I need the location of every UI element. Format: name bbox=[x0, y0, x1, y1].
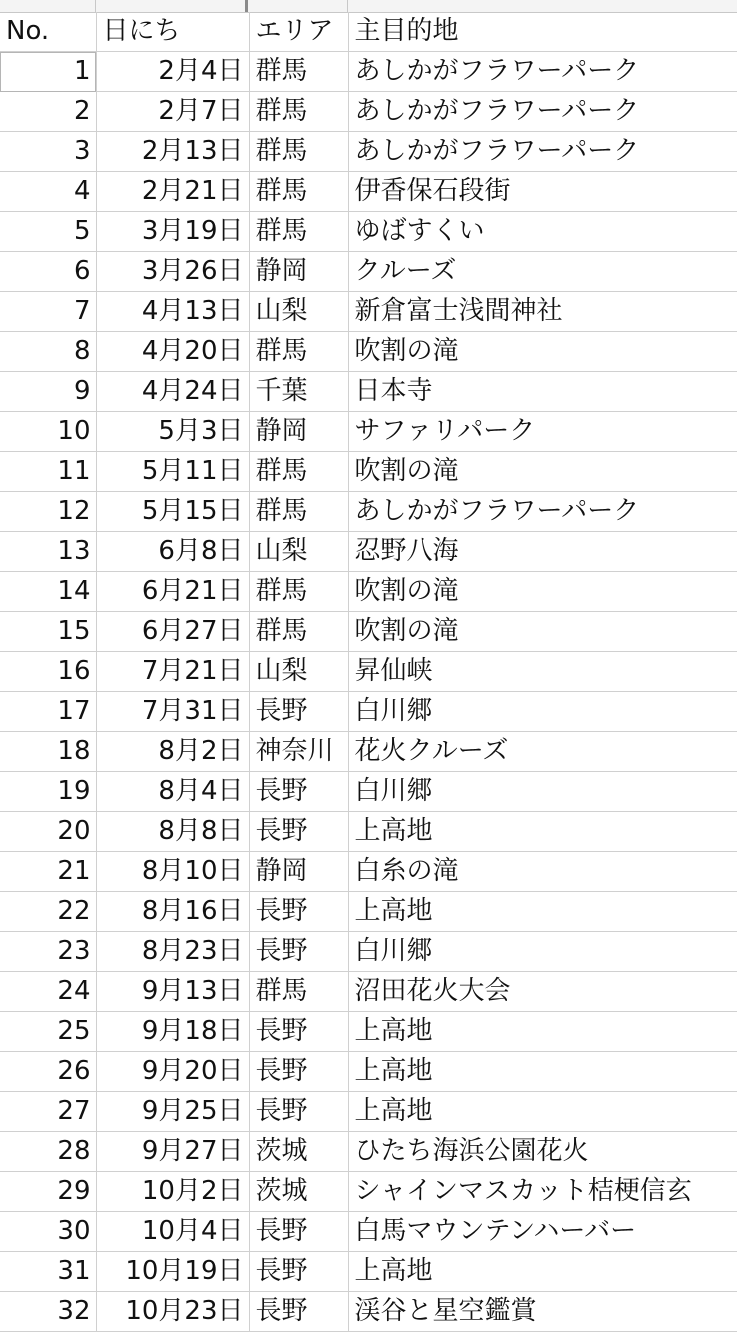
cell-destination[interactable]: 日本寺 bbox=[348, 372, 737, 412]
cell-no[interactable]: 5 bbox=[0, 212, 96, 252]
cell-no[interactable]: 17 bbox=[0, 692, 96, 732]
cell-date[interactable]: 8月4日 bbox=[96, 772, 249, 812]
table-row bbox=[0, 1012, 737, 1052]
cell-date[interactable]: 9月20日 bbox=[96, 1052, 249, 1092]
cell-no[interactable]: 24 bbox=[0, 972, 96, 1012]
cell-date[interactable]: 2月13日 bbox=[96, 132, 249, 172]
cell-no[interactable]: 4 bbox=[0, 172, 96, 212]
table-row bbox=[0, 612, 737, 652]
cell-date[interactable]: 3月26日 bbox=[96, 252, 249, 292]
cell-area[interactable]: 長野 bbox=[249, 1092, 348, 1132]
table-row bbox=[0, 372, 737, 412]
table-row bbox=[0, 332, 737, 372]
header-cell-area[interactable]: エリア bbox=[249, 12, 348, 52]
cell-area[interactable]: 神奈川 bbox=[249, 732, 348, 772]
cell-no[interactable]: 19 bbox=[0, 772, 96, 812]
cell-date[interactable]: 7月31日 bbox=[96, 692, 249, 732]
cell-no[interactable]: 11 bbox=[0, 452, 96, 492]
cell-destination[interactable]: クルーズ bbox=[348, 252, 737, 292]
cell-no[interactable]: 21 bbox=[0, 852, 96, 892]
cell-date[interactable]: 4月20日 bbox=[96, 332, 249, 372]
cell-area[interactable]: 長野 bbox=[249, 1292, 348, 1332]
data-table bbox=[0, 12, 737, 1332]
cell-destination[interactable]: 上高地 bbox=[348, 1012, 737, 1052]
cell-date[interactable]: 10月23日 bbox=[96, 1292, 249, 1332]
table-row bbox=[0, 1252, 737, 1292]
cell-no[interactable]: 22 bbox=[0, 892, 96, 932]
table-row bbox=[0, 1092, 737, 1132]
table-row bbox=[0, 532, 737, 572]
cell-no[interactable]: 12 bbox=[0, 492, 96, 532]
cell-no[interactable]: 28 bbox=[0, 1132, 96, 1172]
cell-no[interactable]: 32 bbox=[0, 1292, 96, 1332]
cell-area[interactable]: 群馬 bbox=[249, 132, 348, 172]
table-row bbox=[0, 1212, 737, 1252]
cell-date[interactable]: 8月2日 bbox=[96, 732, 249, 772]
cell-destination[interactable]: 忍野八海 bbox=[348, 532, 737, 572]
table-row bbox=[0, 132, 737, 172]
cell-destination[interactable]: 伊香保石段街 bbox=[348, 172, 737, 212]
table-row bbox=[0, 812, 737, 852]
cell-no[interactable]: 27 bbox=[0, 1092, 96, 1132]
cell-destination[interactable]: 花火クルーズ bbox=[348, 732, 737, 772]
cell-date[interactable]: 2月21日 bbox=[96, 172, 249, 212]
table-row bbox=[0, 172, 737, 212]
cell-date[interactable]: 8月10日 bbox=[96, 852, 249, 892]
cell-area[interactable]: 静岡 bbox=[249, 252, 348, 292]
cell-no[interactable]: 2 bbox=[0, 92, 96, 132]
cell-no[interactable]: 14 bbox=[0, 572, 96, 612]
cell-no[interactable]: 10 bbox=[0, 412, 96, 452]
cell-date[interactable]: 10月2日 bbox=[96, 1172, 249, 1212]
cell-destination[interactable]: 吹割の滝 bbox=[348, 452, 737, 492]
table-row bbox=[0, 1172, 737, 1212]
cell-destination[interactable]: 白川郷 bbox=[348, 692, 737, 732]
cell-no[interactable]: 25 bbox=[0, 1012, 96, 1052]
cell-no[interactable]: 8 bbox=[0, 332, 96, 372]
cell-date[interactable]: 9月13日 bbox=[96, 972, 249, 1012]
header-cell-date[interactable]: 日にち bbox=[96, 12, 249, 52]
cell-no[interactable]: 16 bbox=[0, 652, 96, 692]
cell-area[interactable]: 山梨 bbox=[249, 532, 348, 572]
table-row bbox=[0, 652, 737, 692]
cell-destination[interactable]: あしかがフラワーパーク bbox=[348, 52, 737, 92]
cell-date[interactable]: 6月21日 bbox=[96, 572, 249, 612]
cell-date[interactable]: 2月7日 bbox=[96, 92, 249, 132]
cell-destination[interactable]: サファリパーク bbox=[348, 412, 737, 452]
cell-area[interactable]: 群馬 bbox=[249, 172, 348, 212]
cell-date[interactable]: 8月8日 bbox=[96, 812, 249, 852]
cell-no[interactable]: 23 bbox=[0, 932, 96, 972]
cell-area[interactable]: 長野 bbox=[249, 812, 348, 852]
cell-date[interactable]: 10月4日 bbox=[96, 1212, 249, 1252]
column-divider[interactable] bbox=[347, 0, 348, 12]
cell-no[interactable]: 13 bbox=[0, 532, 96, 572]
cell-no[interactable]: 7 bbox=[0, 292, 96, 332]
cell-destination[interactable]: 吹割の滝 bbox=[348, 572, 737, 612]
table-row bbox=[0, 1052, 737, 1092]
cell-destination[interactable]: 吹割の滝 bbox=[348, 612, 737, 652]
table-row bbox=[0, 52, 737, 92]
table-row bbox=[0, 92, 737, 132]
cell-date[interactable]: 2月4日 bbox=[96, 52, 249, 92]
cell-area[interactable]: 長野 bbox=[249, 692, 348, 732]
cell-destination[interactable]: 白糸の滝 bbox=[348, 852, 737, 892]
cell-no[interactable]: 20 bbox=[0, 812, 96, 852]
cell-area[interactable]: 群馬 bbox=[249, 52, 348, 92]
table-row bbox=[0, 1292, 737, 1332]
cell-destination[interactable]: 白川郷 bbox=[348, 932, 737, 972]
cell-area[interactable]: 群馬 bbox=[249, 492, 348, 532]
cell-area[interactable]: 千葉 bbox=[249, 372, 348, 412]
table-body bbox=[0, 12, 737, 1332]
cell-no[interactable]: 18 bbox=[0, 732, 96, 772]
cell-no[interactable]: 29 bbox=[0, 1172, 96, 1212]
table-row bbox=[0, 252, 737, 292]
cell-destination[interactable]: あしかがフラワーパーク bbox=[348, 92, 737, 132]
cell-date[interactable]: 9月18日 bbox=[96, 1012, 249, 1052]
cell-area[interactable]: 長野 bbox=[249, 1052, 348, 1092]
cell-no[interactable]: 1 bbox=[0, 52, 96, 92]
table-row bbox=[0, 292, 737, 332]
cell-area[interactable]: 静岡 bbox=[249, 412, 348, 452]
table-row bbox=[0, 732, 737, 772]
cell-area[interactable]: 群馬 bbox=[249, 572, 348, 612]
cell-date[interactable]: 9月25日 bbox=[96, 1092, 249, 1132]
cell-date[interactable]: 8月23日 bbox=[96, 932, 249, 972]
cell-area[interactable]: 長野 bbox=[249, 1012, 348, 1052]
cell-area[interactable]: 長野 bbox=[249, 932, 348, 972]
table-row bbox=[0, 212, 737, 252]
cell-area[interactable]: 長野 bbox=[249, 892, 348, 932]
cell-date[interactable]: 3月19日 bbox=[96, 212, 249, 252]
table-row bbox=[0, 1132, 737, 1172]
cell-destination[interactable]: 上高地 bbox=[348, 812, 737, 852]
cell-destination[interactable]: ひたち海浜公園花火 bbox=[348, 1132, 737, 1172]
cell-date[interactable]: 10月19日 bbox=[96, 1252, 249, 1292]
table-row bbox=[0, 892, 737, 932]
cell-area[interactable]: 茨城 bbox=[249, 1132, 348, 1172]
cell-area[interactable]: 群馬 bbox=[249, 332, 348, 372]
cell-no[interactable]: 3 bbox=[0, 132, 96, 172]
cell-no[interactable]: 26 bbox=[0, 1052, 96, 1092]
table-row bbox=[0, 972, 737, 1012]
cell-destination[interactable]: 白川郷 bbox=[348, 772, 737, 812]
cell-area[interactable]: 長野 bbox=[249, 1252, 348, 1292]
cell-date[interactable]: 5月3日 bbox=[96, 412, 249, 452]
cell-no[interactable]: 15 bbox=[0, 612, 96, 652]
cell-destination[interactable]: 新倉富士浅間神社 bbox=[348, 292, 737, 332]
table-row bbox=[0, 452, 737, 492]
cell-destination[interactable]: ゆばすくい bbox=[348, 212, 737, 252]
cell-destination[interactable]: 白馬マウンテンハーバー bbox=[348, 1212, 737, 1252]
cell-area[interactable]: 山梨 bbox=[249, 652, 348, 692]
column-resize-handle[interactable] bbox=[245, 0, 248, 12]
cell-date[interactable]: 5月15日 bbox=[96, 492, 249, 532]
header-cell-no[interactable]: No. bbox=[0, 12, 96, 52]
table-row bbox=[0, 932, 737, 972]
cell-destination[interactable]: シャインマスカット桔梗信玄 bbox=[348, 1172, 737, 1212]
cell-destination[interactable]: あしかがフラワーパーク bbox=[348, 132, 737, 172]
table-row bbox=[0, 412, 737, 452]
column-divider[interactable] bbox=[95, 0, 96, 12]
cell-no[interactable]: 30 bbox=[0, 1212, 96, 1252]
cell-destination[interactable]: 上高地 bbox=[348, 1092, 737, 1132]
cell-destination[interactable]: 沼田花火大会 bbox=[348, 972, 737, 1012]
table-row bbox=[0, 572, 737, 612]
cell-date[interactable]: 6月8日 bbox=[96, 532, 249, 572]
cell-date[interactable]: 4月24日 bbox=[96, 372, 249, 412]
header-cell-destination[interactable]: 主目的地 bbox=[348, 12, 737, 52]
header-row bbox=[0, 12, 737, 52]
cell-area[interactable]: 群馬 bbox=[249, 452, 348, 492]
cell-no[interactable]: 6 bbox=[0, 252, 96, 292]
cell-destination[interactable]: 昇仙峡 bbox=[348, 652, 737, 692]
cell-area[interactable]: 群馬 bbox=[249, 972, 348, 1012]
table-row bbox=[0, 772, 737, 812]
cell-date[interactable]: 6月27日 bbox=[96, 612, 249, 652]
cell-area[interactable]: 茨城 bbox=[249, 1172, 348, 1212]
cell-date[interactable]: 7月21日 bbox=[96, 652, 249, 692]
cell-area[interactable]: 静岡 bbox=[249, 852, 348, 892]
table-row bbox=[0, 852, 737, 892]
cell-date[interactable]: 9月27日 bbox=[96, 1132, 249, 1172]
cell-destination[interactable]: 渓谷と星空鑑賞 bbox=[348, 1292, 737, 1332]
cell-area[interactable]: 群馬 bbox=[249, 92, 348, 132]
cell-no[interactable]: 9 bbox=[0, 372, 96, 412]
cell-destination[interactable]: あしかがフラワーパーク bbox=[348, 492, 737, 532]
cell-area[interactable]: 山梨 bbox=[249, 292, 348, 332]
table-row bbox=[0, 692, 737, 732]
cell-destination[interactable]: 吹割の滝 bbox=[348, 332, 737, 372]
cell-destination[interactable]: 上高地 bbox=[348, 1052, 737, 1092]
cell-destination[interactable]: 上高地 bbox=[348, 892, 737, 932]
cell-date[interactable]: 8月16日 bbox=[96, 892, 249, 932]
cell-date[interactable]: 5月11日 bbox=[96, 452, 249, 492]
cell-area[interactable]: 群馬 bbox=[249, 612, 348, 652]
cell-no[interactable]: 31 bbox=[0, 1252, 96, 1292]
cell-destination[interactable]: 上高地 bbox=[348, 1252, 737, 1292]
cell-date[interactable]: 4月13日 bbox=[96, 292, 249, 332]
cell-area[interactable]: 群馬 bbox=[249, 212, 348, 252]
cell-area[interactable]: 長野 bbox=[249, 772, 348, 812]
cell-area[interactable]: 長野 bbox=[249, 1212, 348, 1252]
table-row bbox=[0, 492, 737, 532]
